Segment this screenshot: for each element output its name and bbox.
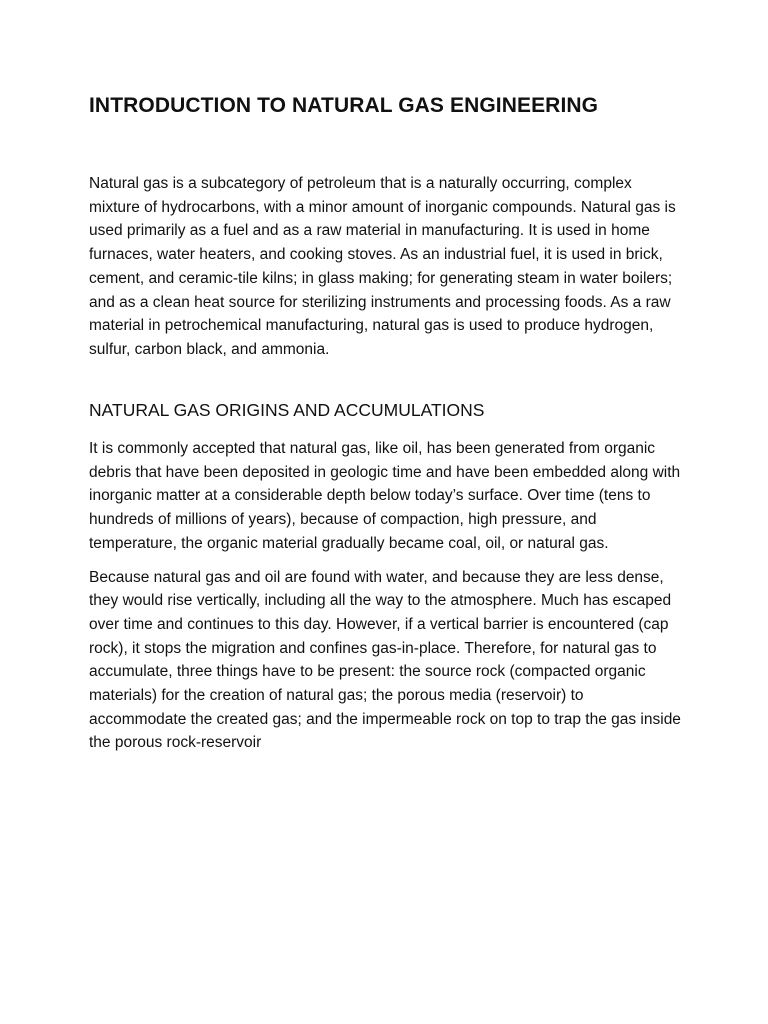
section-body: [89, 437, 684, 755]
section-heading: NATURAL GAS ORIGINS AND ACCUMULATIONS: [89, 400, 485, 420]
intro-paragraph: Natural gas is a subcategory of petroleum that is a naturally occurring, complex mixture of hydrocarbons, with a minor amount of inorganic compounds. Natural gas is used primarily as a fuel and as a raw material in manufacturing. It is used in home furnaces, water heaters, and cooking stoves. As an industrial fuel, it is used in brick, cement, and ceramic-tile kilns; in glass making; for generating steam in water boilers; and as a clean heat source for sterilizing instruments and processing foods. As a raw material in petrochemical manufacturing, natural gas is used to produce hydrogen, sulfur, carbon black, and ammonia.: [89, 175, 676, 358]
section-paragraph-2: Because natural gas and oil are found with water, and because they are less dense, they would rise vertically, including all the way to the atmosphere. Much has escaped over time and continues to this day. However, if a vertical barrier is encountered (cap rock), it stops the migration and confines gas-in-place. Therefore, for natural gas to accumulate, three things have to be present: the source rock (compacted organic materials) for the creation of natural gas; the porous media (reservoir) to accommodate the created gas; and the impermeable rock on top to trap the gas inside the porous rock-reservoir: [89, 568, 681, 752]
intro-section: [89, 172, 684, 362]
document-title: INTRODUCTION TO NATURAL GAS ENGINEERING: [89, 94, 599, 117]
section-paragraph-1: It is commonly accepted that natural gas, like oil, has been generated from organic debris that have been deposited in geologic time and have been embedded along with inorganic matter at a considerable depth below today’s surface. Over time (tens to hundreds of millions of years), because of compaction, high pressure, and temperature, the organic material gradually became coal, oil, or natural gas.: [89, 440, 681, 552]
